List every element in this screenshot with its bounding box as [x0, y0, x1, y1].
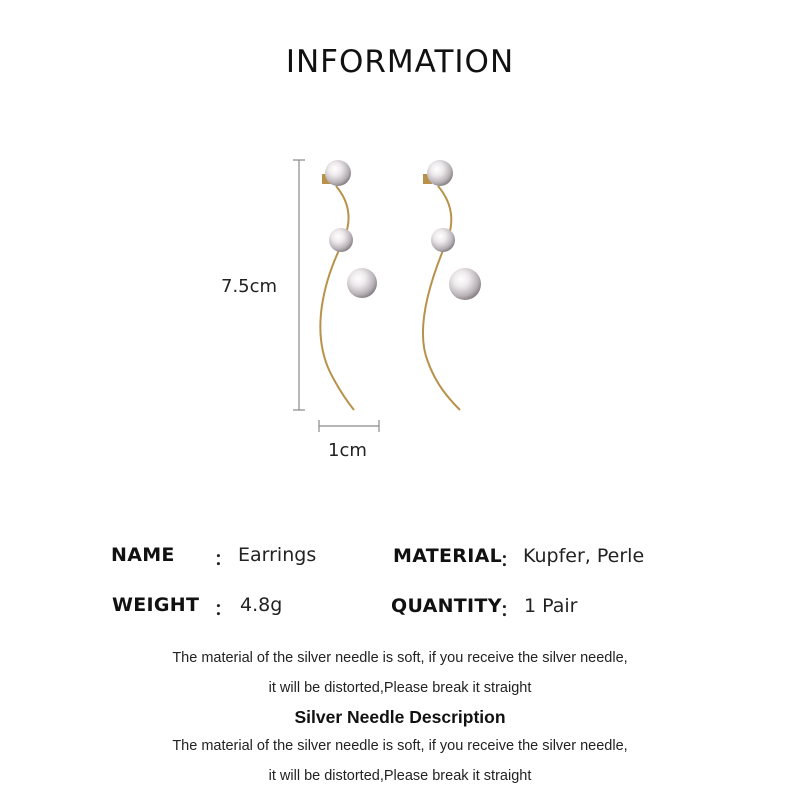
left-earring-wire	[320, 186, 354, 410]
right-earring-pearl-top	[427, 160, 453, 186]
name-value: Earrings	[238, 544, 317, 566]
width-dimension-line	[319, 420, 379, 432]
right-earring-pearl-middle	[431, 228, 455, 252]
right-earring-wire	[423, 186, 460, 410]
height-label: 7.5cm	[221, 276, 278, 297]
weight-value: 4.8g	[240, 594, 283, 616]
weight-separator: ：	[214, 598, 234, 620]
height-dimension-line	[293, 160, 305, 410]
material-separator: ：	[500, 549, 520, 571]
note-line-3: The material of the silver needle is soft, if you receive the silver needle,	[172, 738, 628, 754]
width-label: 1cm	[328, 440, 367, 461]
quantity-separator: ：	[500, 599, 520, 621]
quantity-key: QUANTITY	[391, 595, 502, 617]
material-key: MATERIAL	[393, 545, 502, 567]
note-line-1: The material of the silver needle is soft, if you receive the silver needle,	[172, 650, 628, 666]
weight-key: WEIGHT	[112, 594, 200, 616]
right-earring	[423, 160, 481, 410]
note-line-2: it will be distorted,Please break it straight	[268, 680, 532, 696]
right-earring-pearl-bottom	[449, 268, 481, 300]
name-separator: ：	[214, 548, 234, 570]
name-key: NAME	[111, 544, 175, 566]
silver-needle-heading: Silver Needle Description	[294, 707, 506, 727]
left-earring-pearl-middle	[329, 228, 353, 252]
quantity-value: 1 Pair	[524, 595, 578, 617]
material-value: Kupfer, Perle	[523, 545, 645, 567]
page-title: INFORMATION	[285, 44, 515, 80]
left-earring-pearl-bottom	[347, 268, 377, 298]
note-line-4: it will be distorted,Please break it straight	[268, 768, 532, 784]
left-earring	[320, 160, 377, 410]
left-earring-pearl-top	[325, 160, 351, 186]
